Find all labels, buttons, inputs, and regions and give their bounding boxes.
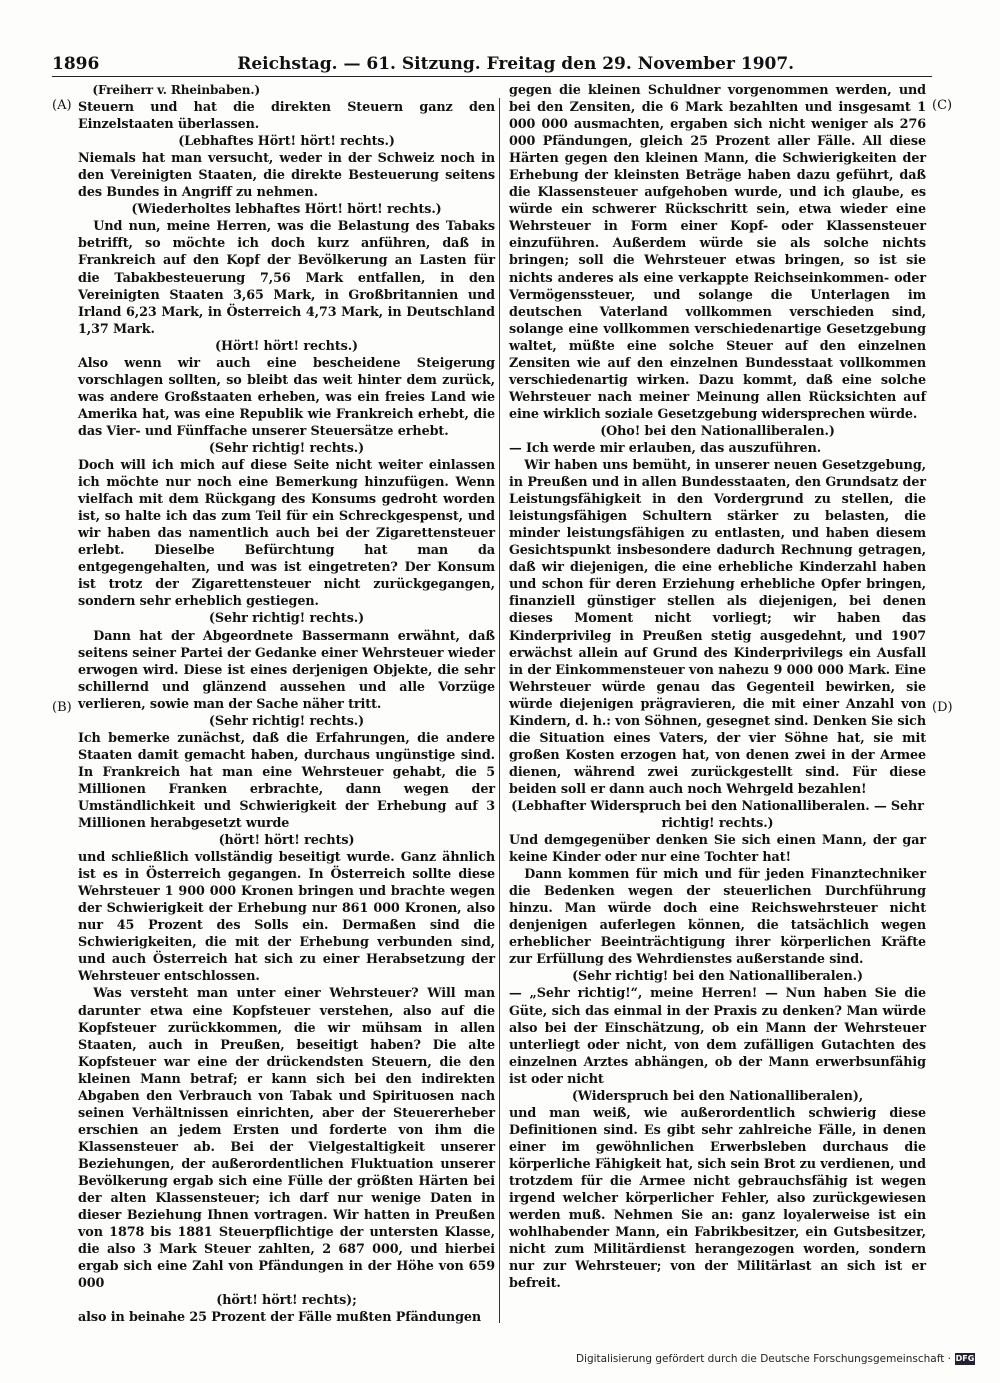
- digitization-footer: [576, 1353, 975, 1365]
- funding-note: Digitalisierung gefördert durch die Deutsche Forschungsgemeinschaft ·: [575, 1353, 951, 1365]
- paragraph: also in beinahe 25 Prozent der Fälle mußten Pfändungen: [78, 1310, 482, 1326]
- header-rule: [52, 76, 932, 77]
- interjection: (Wiederholtes lebhaftes Hört! hört! rechts.): [131, 202, 442, 218]
- margin-marker-a: (A): [52, 98, 72, 113]
- right-column: [509, 82, 926, 1292]
- interjection: (Sehr richtig! rechts.): [208, 713, 365, 729]
- interjection: (Hört! hört! rechts.): [215, 338, 358, 354]
- interjection: (hört! hört! rechts): [218, 833, 355, 849]
- paragraph: Also wenn wir auch eine bescheidene Steigerung vorschlagen sollten, so bleibt das weit hinter dem zurück, was andere Großstaaten erheben, was ein freies Land wie Amerika hat, was eine Republik wie Frankreich erhebt, die das Vier- und Fünffache unserer Steuersätze erhebt.: [78, 355, 495, 439]
- paragraph: Ich bemerke zunächst, daß die Erfahrungen, die andere Staaten damit gemacht haben, durchaus ungünstige sind. In Frankreich hat man eine Wehrsteuer gehabt, die 5 Millionen Franken erbrachte, dann wegen der Umständlichkeit und Schwierigkeit der Erhebung auf 3 Millionen herabgesetzt wurde: [78, 730, 495, 832]
- interjection: (Widerspruch bei den Nationalliberalen),: [571, 1088, 864, 1104]
- interjection: (Sehr richtig! bei den Nationalliberalen.): [572, 969, 863, 985]
- speaker-label: (Freiherr v. Rheinbaben.): [92, 83, 261, 97]
- paragraph: Dann kommen für mich und für jeden Finanztechniker die Bedenken wegen der steuerlichen Durchführung hinzu. Man würde doch eine Reichswehrsteuer nicht denjenigen auferlegen können, die tatsächlich wegen erheblicher Beeinträchtigung ihrer körperlichen Kräfte zur Erfüllung des Wehrdienstes außerstande sind.: [509, 867, 926, 968]
- interjection: (Lebhafter Widerspruch bei den Nationalliberalen. — Sehr richtig! rechts.): [511, 798, 924, 832]
- interjection: (Sehr richtig! rechts.): [208, 440, 365, 456]
- interjection: (Lebhaftes Hört! hört! rechts.): [178, 134, 395, 150]
- paragraph: Dann hat der Abgeordnete Bassermann erwähnt, daß seitens seiner Partei der Gedanke einer Wehrsteuer wieder erwogen wird. Diese ist eines derjenigen Objekte, die sehr schillernd und glänzend aussehen und alle Vorzüge verlieren, sowie man der Sache näher tritt.: [78, 628, 495, 712]
- margin-marker-c: (C): [932, 98, 953, 113]
- margin-marker-b: (B): [52, 700, 72, 715]
- paragraph: — Ich werde mir erlauben, das auszuführen.: [509, 440, 822, 456]
- paragraph: Doch will ich mich auf diese Seite nicht weiter einlassen ich möchte nur noch eine Bemerkung hinzufügen. Wenn vielfach mit dem Rückgang des Konsums gedroht worden ist, so halte ich das zum Teil für ein Schreckgespenst, und wir haben das namentlich auch bei der Zigarettensteuer erlebt. Dieselbe Befürchtung hat man da entgegengehalten, und was ist eingetreten? Der Konsum ist trotz der Zigarettensteuer nicht zurückgegangen, sondern sehr erheblich gestiegen.: [78, 458, 495, 610]
- dfg-logo: DFG: [955, 1354, 975, 1363]
- paragraph: Und demgegenüber denken Sie sich einen Mann, der gar keine Kinder oder nur eine Tochter hat!: [509, 833, 926, 866]
- column-divider: [499, 98, 500, 1323]
- interjection: (Sehr richtig! rechts.): [208, 611, 365, 627]
- paragraph: gegen die kleinen Schuldner vorgenommen werden, und bei den Zensiten, die 6 Mark bezahlten und insgesamt 1 000 000 ausmachten, ergaben sich nicht weniger als 276 000 Pfändungen, gleich 25 Prozent aller Fälle. All diese Härten gegen den kleinen Mann, die Schwierigkeiten der Erhebung der kleinsten Beträge haben dazu geführt, daß die Klassensteuer aufgehoben wurde, und ich glaube, es würde ein schwerer Rückschritt sein, etwa wieder eine Wehrsteuer in Form einer Kopf- oder Klassensteuer einzuführen. Außerdem würde sie als solche nichts bringen; soll die Wehrsteuer etwas bringen, so ist sie nichts anderes als eine verkappte Reichseinkommen- oder Vermögenssteuer, und solange die Unterlagen im deutschen Vaterland vollkommen verschieden sind, solange eine vollkommen verschiedenartige Gesetzgebung waltet, müßte eine solche Steuer auf den einzelnen Zensiten wie auf den einzelnen Bundesstaat vollkommen verschiedenartig wirken. Dazu kommt, daß eine solche Wehrsteuer nach meiner Meinung allen Rücksichten auf eine wirklich soziale Gesetzgebung widersprechen würde.: [509, 83, 926, 422]
- margin-marker-d: (D): [932, 700, 953, 715]
- interjection: (hört! hört! rechts);: [216, 1293, 357, 1309]
- page-number: 1896: [52, 54, 100, 74]
- paragraph: Wir haben uns bemüht, in unserer neuen Gesetzgebung, in Preußen und in allen Bundesstaaten, den Grundsatz der Leistungsfähigkeit in den Vordergrund zu stellen, die leistungsfähigen Schultern stärker zu belasten, die minder leistungsfähigen zu entlasten, und haben diesem Gesichtspunkt insbesondere dadurch Rechnung getragen, daß wir diejenigen, die eine erhebliche Kinderzahl haben und schon für deren Erziehung erhebliche Opfer bringen, finanziell günstiger stellen als diejenigen, bei denen dieses Moment nicht vorliegt; wir haben das Kinderprivileg in Preußen stetig ausgedehnt, und 1907 erwächst allein auf Grund des Kinderprivilegs ein Ausfall in der Einkommensteuer von nahezu 9 000 000 Mark. Eine Wehrsteuer würde genau das Gegenteil bewirken, sie würde diejenigen prägravieren, die mit einer Anzahl von Kindern, d. h.: von Söhnen, gesegnet sind. Denken Sie sich die Situation eines Vaters, der vier Söhne hat, sie mit großen Kosten erzogen hat, von denen zwei in der Armee dienen, während zwei zurückgestellt sind. Für diese beiden soll er dann auch noch Wehrgeld bezahlen!: [509, 458, 926, 797]
- paragraph: Steuern und hat die direkten Steuern ganz den Einzelstaaten überlassen.: [78, 100, 495, 133]
- interjection: (Oho! bei den Nationalliberalen.): [600, 423, 835, 439]
- paragraph: — „Sehr richtig!“, meine Herren! — Nun haben Sie die Güte, sich das einmal in der Praxis zu denken? Man würde also bei der Einschätzung, ob ein Mann der Wehrsteuer unterliegt oder nicht, von dem zufälligen Gutachten des einzelnen Arztes abhängen, ob der Mann erwerbsunfähig ist oder nicht: [509, 986, 926, 1087]
- paragraph: und schließlich vollständig beseitigt wurde. Ganz ähnlich ist es in Österreich gegangen. In Österreich sollte diese Wehrsteuer 1 900 000 Kronen bringen und brachte wegen der Schwierigkeit der Erhebung nur 861 000 Kronen, also nur 45 Prozent des Solls ein. Dermaßen sind die Schwierigkeiten, die mit der Erhebung verbunden sind, und auch Österreich hat sich zu einer Herabsetzung der Wehrsteuer entschlossen.: [78, 850, 495, 985]
- page-header: [52, 48, 932, 74]
- paragraph: und man weiß, wie außerordentlich schwierig diese Definitionen sind. Es gibt sehr zahlreiche Fälle, in denen einer im gewöhnlichen Erwerbsleben durchaus die körperliche Fähigkeit hat, sich sein Brot zu verdienen, und trotzdem für die Armee nicht gebrauchsfähig ist wegen irgend welcher körperlicher Fehler, also zurückgewiesen werden muß. Nehmen Sie an: ganz loyalerweise ist ein wohlhabender Mann, ein Fabrikbesitzer, ein Gutsbesitzer, nicht zum Militärdienst herangezogen worden, sondern nur zur Wehrsteuer; von der Militärlast an sich ist er befreit.: [509, 1105, 926, 1292]
- left-column: [78, 82, 495, 1326]
- page-title: Reichstag. — 61. Sitzung. Freitag den 29. November 1907.: [237, 54, 795, 74]
- paragraph: Was versteht man unter einer Wehrsteuer? Will man darunter etwa eine Kopfsteuer verstehen, also auf die Kopfsteuer zurückkommen, die wir mühsam in allen Staaten, auch in Preußen, beseitigt haben? Die alte Kopfsteuer war eine der drückendsten Steuern, die den kleinen Mann betraf; er kann sich bei den indirekten Abgaben den Verbrauch von Tabak und Spirituosen nach seinen Verhältnissen einrichten, aber der Steuererheber erschien an jedem Ersten und forderte von ihm die Klassensteuer ab. Bei der Vielgestaltigkeit unserer Beziehungen, der außerordentlichen Fluktuation unserer Bevölkerung ergab sich eine Fülle der größten Härten bei der alten Klassensteuer; ich darf nur wenige Daten in dieser Beziehung Ihnen vortragen. Wir hatten in Preußen von 1878 bis 1881 Steuerpflichtige der untersten Klasse, die also 3 Mark Steuer zahlten, 2 687 000, und hierbei ergab sich eine Zahl von Pfändungen in der Höhe von 659 000: [78, 986, 495, 1292]
- paragraph: Niemals hat man versucht, weder in der Schweiz noch in den Vereinigten Staaten, die direkte Besteuerung seitens des Bundes in Angriff zu nehmen.: [78, 151, 495, 201]
- paragraph: Und nun, meine Herren, was die Belastung des Tabaks betrifft, so möchte ich doch kurz anführen, daß in Frankreich auf den Kopf der Bevölkerung an Lasten für die Tabakbesteuerung 7,56 Mark entfallen, in den Vereinigten Staaten 3,65 Mark, in Großbritannien und Irland 6,23 Mark, in Österreich 4,73 Mark, in Deutschland 1,37 Mark.: [78, 219, 495, 337]
